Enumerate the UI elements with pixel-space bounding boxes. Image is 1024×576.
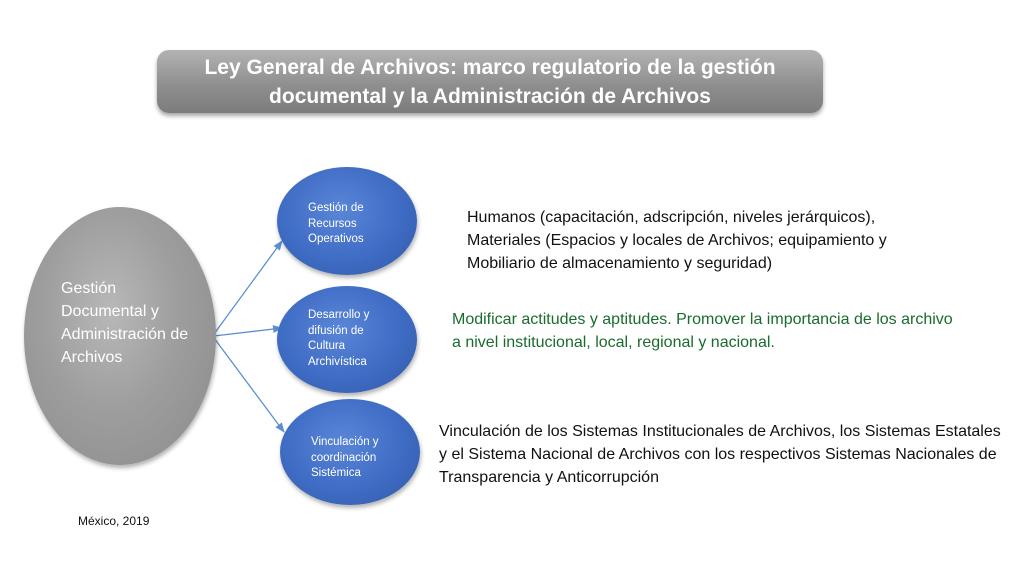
node-label-vinculacion: Vinculación y coordinación Sistémica	[311, 436, 379, 479]
description-recursos: Humanos (capacitación, adscripción, niveles jerárquicos), Materiales (Espacios y locales de Archivos; equipamiento y Mobiliario de almacenamiento y seguridad)	[467, 209, 887, 272]
arrow-to-vinculacion	[214, 338, 284, 432]
footer-date: México, 2019	[78, 514, 150, 528]
description-vinculacion: Vinculación de los Sistemas Institucionales de Archivos, los Sistemas Estatales y el Sistema Nacional de Archivos con los respectivos Sistemas Nacionales de Transparencia y Anticorrupción	[439, 423, 1001, 486]
node-label-recursos: Gestión de Recursos Operativos	[308, 202, 364, 245]
arrow-to-recursos	[214, 241, 282, 334]
description-cultura: Modificar actitudes y aptitudes. Promover la importancia de los archivo a nivel institucional, local, regional y nacional.	[452, 311, 953, 351]
page-title: Ley General de Archivos: marco regulatorio de la gestión documental y la Administración de Archivos	[204, 55, 776, 108]
center-ellipse	[24, 207, 216, 465]
node-label-cultura: Desarrollo y difusión de Cultura Archivística	[308, 309, 370, 368]
arrow-to-cultura	[214, 328, 282, 336]
node-recursos-operativos	[277, 167, 417, 275]
node-vinculacion-sistemica	[280, 399, 420, 505]
center-label: Gestión Documental y Administración de Archivos	[61, 280, 189, 366]
node-cultura-archivistica	[277, 286, 417, 393]
